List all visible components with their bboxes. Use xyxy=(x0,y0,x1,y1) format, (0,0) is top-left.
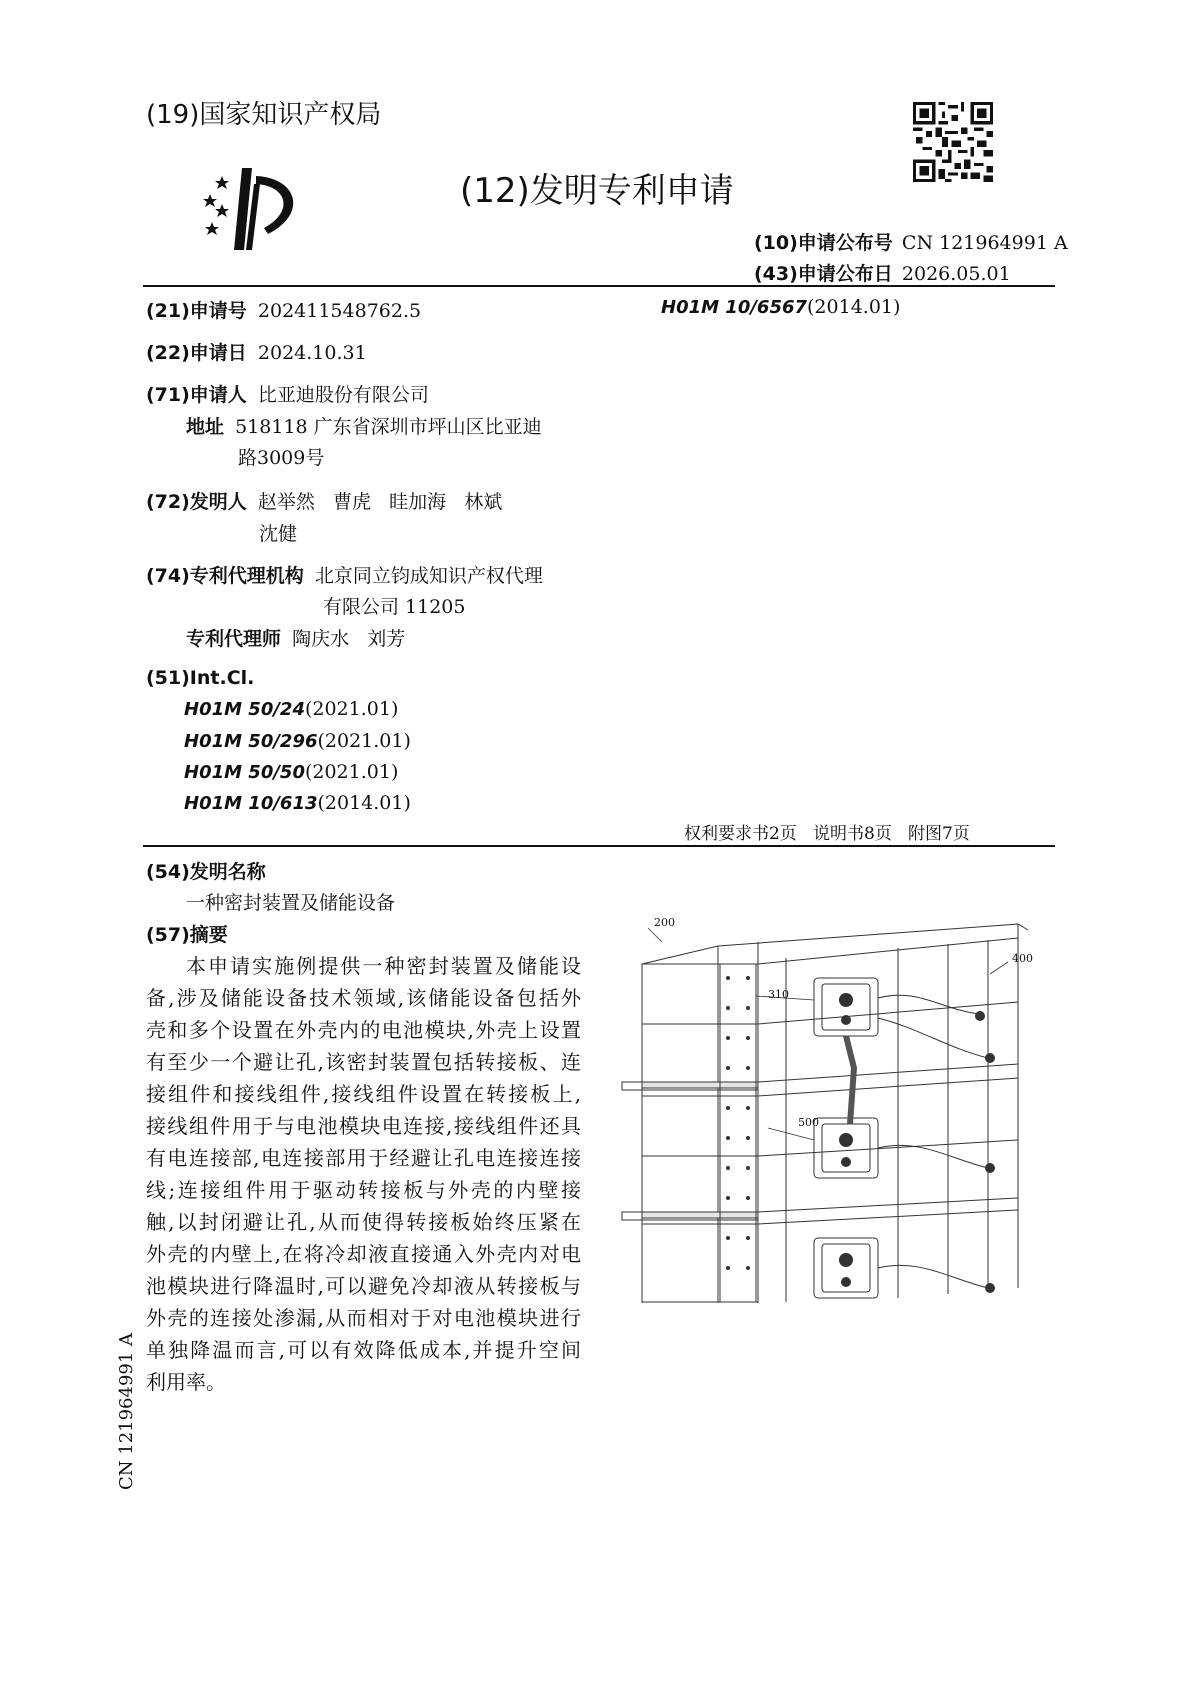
abstract-line: 外壳的连接处渗漏,从而相对于对电池模块进行 xyxy=(146,1306,581,1330)
abstract-line: 单独降温而言,可以有效降低成本,并提升空间 xyxy=(146,1338,581,1362)
inventors-line-1: 赵举然 曹虎 眭加海 林斌 xyxy=(257,491,503,513)
address-label: 地址 xyxy=(186,416,225,438)
abstract-line: 备,涉及储能设备技术领域,该储能设备包括外 xyxy=(146,986,581,1010)
document-type: (12)发明专利申请 xyxy=(460,171,734,211)
page-counts: 权利要求书2页 说明书8页 附图7页 xyxy=(684,824,970,844)
abstract-line: 本申请实施例提供一种密封装置及储能设 xyxy=(186,954,581,978)
abstract-line: 外壳的内壁上,在将冷却液直接通入外壳内对电 xyxy=(146,1242,581,1266)
ipc-version: (2021.01) xyxy=(304,761,399,783)
abstract-text xyxy=(146,950,581,1398)
abstract-label: (57)摘要 xyxy=(146,924,228,946)
inventors-label: (72)发明人 xyxy=(146,491,247,513)
abstract-line: 接组件和接线组件,接线组件设置在转接板上, xyxy=(146,1082,581,1106)
ipc-code: H01M 50/24 xyxy=(184,699,305,720)
abstract-line: 壳和多个设置在外壳内的电池模块,外壳上设置 xyxy=(146,1018,581,1042)
patent-agent-value: 陶庆水 刘芳 xyxy=(292,628,406,650)
abstract-line: 有至少一个避让孔,该密封装置包括转接板、连 xyxy=(146,1050,581,1074)
abstract-line: 利用率。 xyxy=(146,1370,226,1394)
ipc-item xyxy=(184,730,411,752)
applicant-label: (71)申请人 xyxy=(146,384,247,406)
applicant xyxy=(146,380,429,407)
qr-code-icon xyxy=(913,102,993,182)
title-label: (54)发明名称 xyxy=(146,861,266,883)
publication-date-value: 2026.05.01 xyxy=(901,263,1011,285)
abstract-line: 池模块进行降温时,可以避免冷却液从转接板与 xyxy=(146,1274,581,1298)
patent-agency-line-1: 北京同立钧成知识产权代理 xyxy=(314,565,543,587)
int-cl-label: (51)Int.Cl. xyxy=(146,667,255,689)
abstract-line: 线;连接组件用于驱动转接板与外壳的内壁接 xyxy=(146,1178,581,1202)
abstract-line: 接线组件用于与电池模块电连接,接线组件还具 xyxy=(146,1114,581,1138)
battery-module-drawing xyxy=(618,918,1034,1303)
figure-label-310: 310 xyxy=(768,988,789,1001)
figure-label-500: 500 xyxy=(798,1116,819,1129)
ipc-main-version: (2014.01) xyxy=(807,296,901,318)
inventors xyxy=(146,487,502,514)
patent-agent xyxy=(186,624,405,651)
publication-date xyxy=(754,259,1011,286)
applicant-value: 比亚迪股份有限公司 xyxy=(257,384,429,406)
section-divider xyxy=(143,845,1055,847)
address xyxy=(186,412,542,439)
invention-title: 一种密封装置及储能设备 xyxy=(186,892,396,914)
address-line-2: 路3009号 xyxy=(238,447,325,469)
application-date xyxy=(146,338,367,365)
publication-number-label: (10)申请公布号 xyxy=(754,232,893,254)
publication-date-label: (43)申请公布日 xyxy=(754,263,893,285)
figure-label-200: 200 xyxy=(654,918,675,929)
abstract-line: 有电连接部,电连接部用于经避让孔电连接连接 xyxy=(146,1146,581,1170)
ipc-version: (2021.01) xyxy=(317,730,411,752)
application-date-label: (22)申请日 xyxy=(146,342,247,364)
ipc-main xyxy=(661,296,900,318)
address-line-1: 518118 广东省深圳市坪山区比亚迪 xyxy=(235,416,542,438)
patent-agent-label: 专利代理师 xyxy=(186,628,282,650)
ipc-item xyxy=(184,698,398,720)
ipc-version: (2021.01) xyxy=(304,698,399,720)
header-divider xyxy=(143,285,1055,287)
cnipa-logo-icon xyxy=(198,164,308,254)
ipc-code: H01M 10/613 xyxy=(184,793,318,814)
ipc-code: H01M 50/50 xyxy=(184,762,305,783)
application-date-value: 2024.10.31 xyxy=(257,342,367,364)
ipc-version: (2014.01) xyxy=(317,792,411,814)
inventors-line-2: 沈健 xyxy=(259,523,298,545)
patent-agency xyxy=(146,561,543,588)
ipc-item xyxy=(184,792,411,814)
office-name: (19)国家知识产权局 xyxy=(146,100,382,130)
ipc-item xyxy=(184,761,398,783)
abstract-line: 触,以封闭避让孔,从而使得转接板始终压紧在 xyxy=(146,1210,581,1234)
ipc-code: H01M 50/296 xyxy=(184,731,318,752)
figure-label-400: 400 xyxy=(1012,952,1033,965)
patent-agency-label: (74)专利代理机构 xyxy=(146,565,304,587)
application-number xyxy=(146,296,421,323)
application-number-value: 202411548762.5 xyxy=(257,300,422,322)
application-number-label: (21)申请号 xyxy=(146,300,247,322)
publication-number-value: CN 121964991 A xyxy=(901,232,1068,254)
ipc-main-code: H01M 10/6567 xyxy=(661,297,808,318)
publication-number xyxy=(754,228,1068,255)
patent-agency-line-2: 有限公司 11205 xyxy=(323,596,466,618)
side-publication-number: CN 121964991 A xyxy=(116,1332,137,1490)
